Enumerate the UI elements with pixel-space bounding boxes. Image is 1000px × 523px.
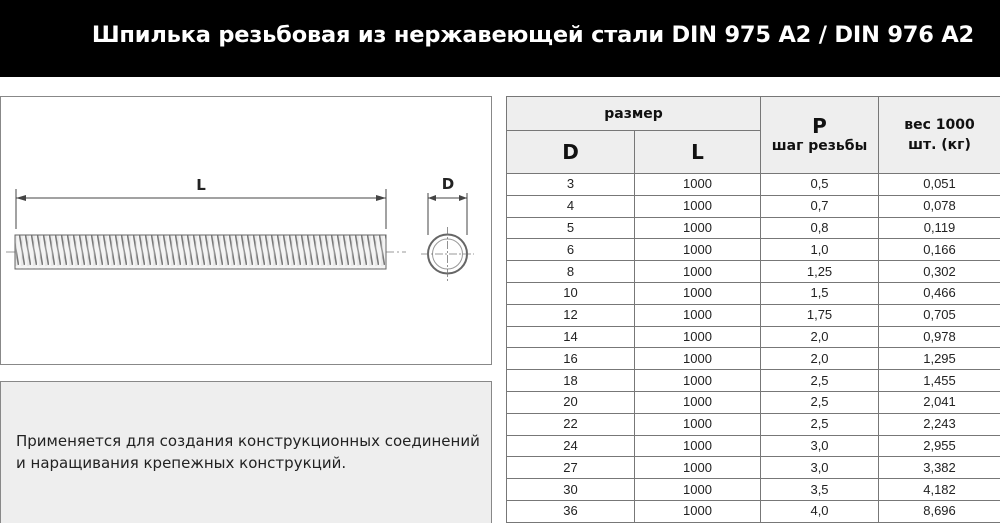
cell-pitch: 0,5: [761, 174, 879, 196]
cell-pitch: 0,7: [761, 195, 879, 217]
cell-length: 1000: [635, 282, 761, 304]
cell-length: 1000: [635, 479, 761, 501]
header-weight-line2: шт. (кг): [908, 137, 971, 153]
cell-pitch: 1,5: [761, 282, 879, 304]
spec-table: [506, 96, 1000, 523]
table-row: [507, 457, 1000, 479]
cell-weight: 2,243: [879, 413, 1000, 435]
cell-length: 1000: [635, 413, 761, 435]
table-row: [507, 391, 1000, 413]
header-pitch: [761, 97, 879, 174]
table-row: [507, 282, 1000, 304]
usage-note: Применяется для создания конструкционных соединений и наращивания крепежных конструкций.: [16, 432, 480, 472]
table-row: [507, 239, 1000, 261]
cell-weight: 0,302: [879, 261, 1000, 283]
cell-pitch: 3,5: [761, 479, 879, 501]
table-row: [507, 195, 1000, 217]
table-row: [507, 435, 1000, 457]
cell-weight: 0,078: [879, 195, 1000, 217]
cell-pitch: 1,75: [761, 304, 879, 326]
page-title: Шпилька резьбовая из нержавеющей стали DIN 975 A2 / DIN 976 A2: [91, 22, 974, 48]
cell-diameter: 27: [507, 457, 635, 479]
cell-length: 1000: [635, 239, 761, 261]
header-d: D: [507, 131, 635, 174]
header-weight-line1: вес 1000: [904, 117, 975, 133]
cell-diameter: 10: [507, 282, 635, 304]
cell-weight: 3,382: [879, 457, 1000, 479]
cell-pitch: 2,0: [761, 326, 879, 348]
length-label: L: [196, 176, 206, 194]
usage-note-panel: [0, 381, 492, 523]
cell-pitch: 2,5: [761, 413, 879, 435]
cell-pitch: 1,25: [761, 261, 879, 283]
cell-pitch: 0,8: [761, 217, 879, 239]
diameter-label: D: [441, 175, 455, 193]
table-row: [507, 261, 1000, 283]
diameter-dimension: [421, 175, 474, 281]
cell-diameter: 4: [507, 195, 635, 217]
cell-diameter: 16: [507, 348, 635, 370]
cell-length: 1000: [635, 326, 761, 348]
header-size: размер: [507, 97, 761, 131]
header-weight: [879, 97, 1000, 174]
table-row: [507, 348, 1000, 370]
drawing-panel: [0, 96, 492, 365]
cell-diameter: 22: [507, 413, 635, 435]
cell-length: 1000: [635, 217, 761, 239]
table-row: [507, 174, 1000, 196]
cell-length: 1000: [635, 304, 761, 326]
cell-weight: 0,119: [879, 217, 1000, 239]
cell-weight: 0,051: [879, 174, 1000, 196]
cell-pitch: 1,0: [761, 239, 879, 261]
cell-pitch: 3,0: [761, 457, 879, 479]
cell-weight: 1,455: [879, 370, 1000, 392]
cell-diameter: 3: [507, 174, 635, 196]
cell-diameter: 6: [507, 239, 635, 261]
cell-length: 1000: [635, 348, 761, 370]
cell-pitch: 3,0: [761, 435, 879, 457]
cell-diameter: 24: [507, 435, 635, 457]
cell-diameter: 36: [507, 500, 635, 522]
cell-pitch: 2,5: [761, 391, 879, 413]
spec-rows: [507, 174, 1000, 523]
cell-weight: 2,955: [879, 435, 1000, 457]
cell-weight: 8,696: [879, 500, 1000, 522]
cell-length: 1000: [635, 370, 761, 392]
header-l: L: [635, 131, 761, 174]
cell-pitch: 4,0: [761, 500, 879, 522]
cell-length: 1000: [635, 435, 761, 457]
table-row: [507, 370, 1000, 392]
cell-diameter: 18: [507, 370, 635, 392]
header-pitch-label: шаг резьбы: [771, 138, 868, 154]
cell-diameter: 30: [507, 479, 635, 501]
cell-weight: 1,295: [879, 348, 1000, 370]
cell-diameter: 12: [507, 304, 635, 326]
cell-pitch: 2,5: [761, 370, 879, 392]
cell-weight: 0,466: [879, 282, 1000, 304]
rod-body: [6, 235, 406, 269]
table-row: [507, 479, 1000, 501]
cell-length: 1000: [635, 195, 761, 217]
cell-length: 1000: [635, 457, 761, 479]
cell-pitch: 2,0: [761, 348, 879, 370]
cell-weight: 0,978: [879, 326, 1000, 348]
length-dimension: [16, 176, 386, 229]
cell-weight: 2,041: [879, 391, 1000, 413]
cell-diameter: 5: [507, 217, 635, 239]
threaded-rod-drawing: [1, 97, 493, 366]
header-pitch-letter: P: [812, 114, 827, 138]
cell-diameter: 20: [507, 391, 635, 413]
cell-weight: 4,182: [879, 479, 1000, 501]
title-bar: [0, 0, 1000, 77]
table-row: [507, 217, 1000, 239]
table-row: [507, 500, 1000, 522]
cell-length: 1000: [635, 391, 761, 413]
cell-diameter: 14: [507, 326, 635, 348]
cell-length: 1000: [635, 500, 761, 522]
cell-length: 1000: [635, 261, 761, 283]
cell-length: 1000: [635, 174, 761, 196]
cell-weight: 0,705: [879, 304, 1000, 326]
cell-weight: 0,166: [879, 239, 1000, 261]
table-row: [507, 326, 1000, 348]
cell-diameter: 8: [507, 261, 635, 283]
table-row: [507, 304, 1000, 326]
table-row: [507, 413, 1000, 435]
